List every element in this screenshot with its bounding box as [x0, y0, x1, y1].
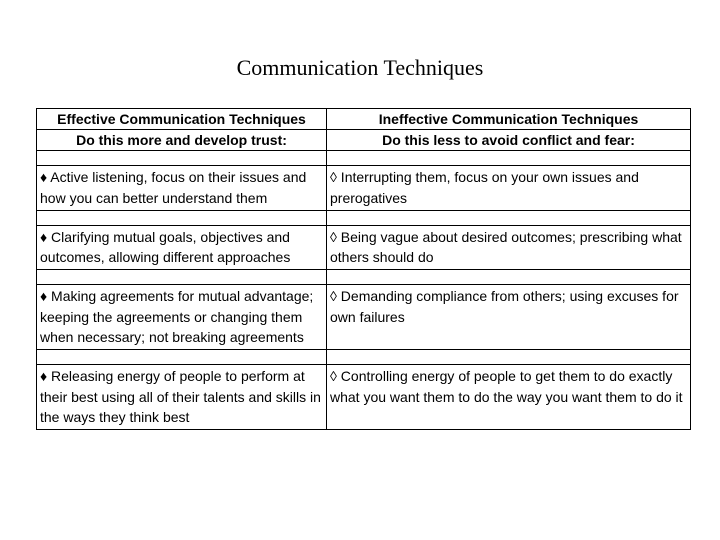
spacer-cell	[327, 269, 691, 284]
effective-technique-cell: ♦ Releasing energy of people to perform at their best using all of their talents and skills in the ways they think best	[37, 365, 327, 430]
ineffective-technique-cell: ◊ Being vague about desired outcomes; prescribing what others should do	[327, 225, 691, 269]
spacer-cell	[37, 349, 327, 364]
header-row-2	[37, 130, 691, 151]
spacer-cell	[37, 151, 327, 166]
effective-technique-cell: ♦ Active listening, focus on their issues and how you can better understand them	[37, 166, 327, 210]
communication-techniques-table	[36, 108, 691, 430]
spacer-cell	[327, 210, 691, 225]
table-row	[37, 225, 691, 269]
spacer-row	[37, 349, 691, 364]
spacer-row	[37, 210, 691, 225]
table-row	[37, 166, 691, 210]
spacer-row	[37, 269, 691, 284]
effective-technique-cell: ♦ Making agreements for mutual advantage; keeping the agreements or changing them when necessary; not breaking agreements	[37, 285, 327, 350]
effective-header-subtitle: Do this more and develop trust:	[37, 130, 327, 151]
spacer-cell	[37, 210, 327, 225]
spacer-row	[37, 151, 691, 166]
spacer-cell	[327, 349, 691, 364]
slide-title: Communication Techniques	[236, 55, 484, 80]
table-row	[37, 285, 691, 350]
table-row	[37, 365, 691, 430]
header-row-1	[37, 109, 691, 130]
ineffective-technique-cell: ◊ Interrupting them, focus on your own issues and prerogatives	[327, 166, 691, 210]
ineffective-technique-cell: ◊ Controlling energy of people to get them to do exactly what you want them to do the way you want them to do it	[327, 365, 691, 430]
ineffective-header-title: Ineffective Communication Techniques	[327, 109, 691, 130]
spacer-cell	[37, 269, 327, 284]
spacer-cell	[327, 151, 691, 166]
ineffective-technique-cell: ◊ Demanding compliance from others; using excuses for own failures	[327, 285, 691, 350]
effective-technique-cell: ♦ Clarifying mutual goals, objectives and outcomes, allowing different approaches	[37, 225, 327, 269]
effective-header-title: Effective Communication Techniques	[37, 109, 327, 130]
ineffective-header-subtitle: Do this less to avoid conflict and fear:	[327, 130, 691, 151]
